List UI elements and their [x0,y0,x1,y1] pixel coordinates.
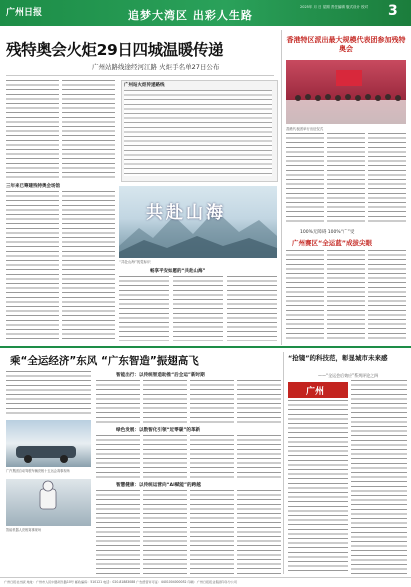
commentary-banner-label: 广州 [306,387,325,397]
hk-col3 [368,133,406,225]
hk-headline: 香港特区派出最大规模代表团参加残特奥会 [286,36,406,53]
blue-col3 [368,250,406,342]
hk-right2-title2: 广州赛区“全运蓝”成拔尖眼 [292,239,373,247]
bottom-col3-c [190,490,234,574]
mid-left-col1 [6,191,59,341]
masthead-meta: 2025年 月 日 星期 责任编辑 版式设计 校对 [300,5,369,9]
bottom-photo-1 [6,420,91,467]
bottom-intro-text [6,371,91,417]
hk-right2-title1: 100%无障碍 100%“广”受 [300,230,355,235]
commentary-subhead: ——“全运会后效应”系列评论之四 [318,373,379,378]
route-box-title: 广州站火炬传递路线 [124,83,165,88]
bottom-col1-c [96,490,140,574]
mid-left-col2 [62,191,115,341]
bottom-col1-a [96,380,140,424]
commentary-headline: “抢镜”的科技范，彰显城市未来感 [288,354,388,362]
mid-left-title: 三年来已筹建残特奥会场馆 [6,184,60,189]
hk-photo [286,60,406,124]
bottom-headline: 乘“全运经济”东风 “广东智造”振翅高飞 [10,355,199,367]
robot-art [6,479,91,526]
bottom-col2-a [143,380,187,424]
lead-subhead: 广州站路线途经河江路 火炬手名单27日公布 [92,63,220,71]
mid-right-col3 [227,276,277,341]
bottom-photo-2-caption: 智能机器人亮相赛事现场 [6,528,42,532]
masthead-logo: 广州日报 [6,8,43,18]
bottom-col2-b [143,435,187,479]
blue-col2 [327,250,365,342]
mid-right-col1 [119,276,169,341]
bottom-col3-a [190,380,234,424]
bottom-col4-b [237,435,281,479]
art-caption: “共赴山海”视觉标识 [119,260,151,264]
mid-right-title: 畅享平安如愿的“共赴山海” [150,269,206,274]
lead-body-col2 [62,80,115,180]
bottom-col1-b [96,435,140,479]
section-divider [0,346,411,348]
page-number: 3 [388,3,398,19]
hk-photo-caption: 香港代表团举行出征仪式 [286,127,324,131]
bottom-sub3: 智慧健康：以传统运营向“AI赋能”的跨越 [116,483,201,488]
column-divider [281,30,282,345]
hk-col1 [286,133,324,225]
delegation-crowd-art [286,60,406,124]
bottom-col2-c [143,490,187,574]
bottom-photo-1-caption: 广汽集团自动驾驶车辆亮相十五运会赛事现场 [6,469,70,473]
footer-imprint: 广州日报社出版 地址：广州市人民中路同乐路10号 邮政编码：510121 电话：020-81883088 广告经营许可证：4401004000052 印刷：广州日报报业集团印务分公司 [4,580,237,584]
art-title: 共赴山海 [146,203,226,223]
lead-body-col1 [6,80,59,180]
bottom-column-divider [283,352,284,574]
commentary-col1 [288,400,348,574]
commentary-col2 [351,380,407,574]
footer-rule [0,577,411,578]
car-art [6,420,91,467]
bottom-photo-2 [6,479,91,526]
divider [6,75,274,76]
route-box-text [124,90,272,176]
bottom-sub1: 智能出行：以传统智造助推“后全运”新时期 [116,373,205,378]
hk-col2 [327,133,365,225]
bottom-col3-b [190,435,234,479]
lead-headline: 残特奥会火炬29日四城温暖传递 [6,41,224,59]
mid-right-col2 [173,276,223,341]
bottom-col4-c [237,490,281,574]
bottom-col4-a [237,380,281,424]
masthead-slogan: 追梦大湾区 出彩人生路 [128,9,253,22]
bottom-sub2: 绿色发展：以数智化引领“近零碳”的革新 [116,428,201,433]
blue-col1 [286,250,324,342]
